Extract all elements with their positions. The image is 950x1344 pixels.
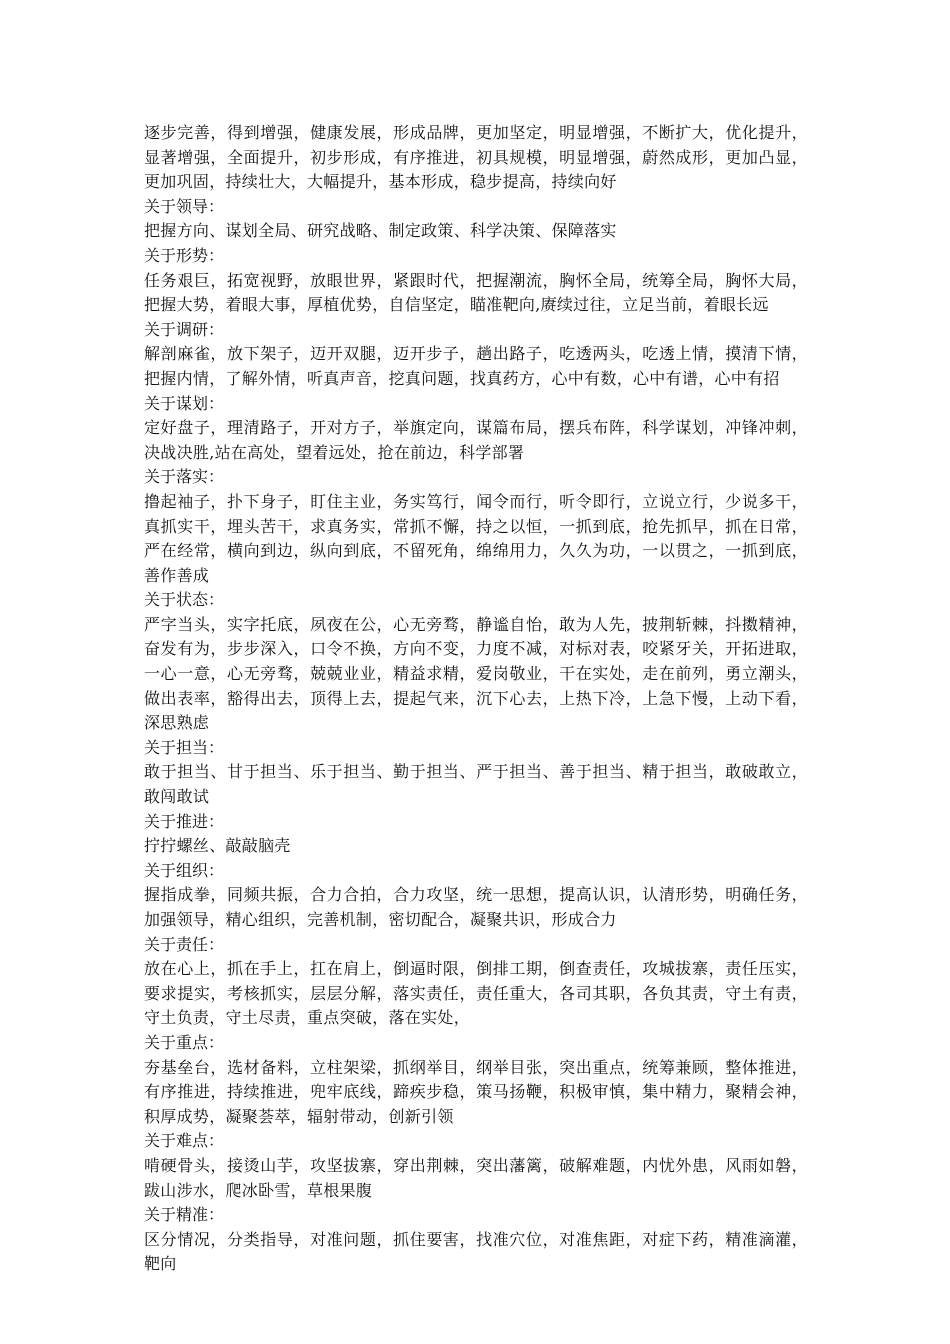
section-heading-key-points: 关于重点： — [144, 1032, 225, 1052]
paragraph-planning: 定好盘子，理清路子，开对方子，举旗定向，谋篇布局，摆兵布阵，科学谋划，冲锋冲刺，决战决胜,站在高处，望着远处，抢在前边，科学部署 — [144, 418, 808, 462]
section-heading-situation: 关于形势： — [144, 245, 225, 265]
paragraph-responsibility-taking: 敢于担当、甘于担当、乐于担当、勤于担当、严于担当、善于担当、精于担当，敢破敢立，敢闯敢试 — [144, 762, 808, 807]
paragraph-responsibility: 放在心上，抓在手上，扛在肩上，倒逼时限，倒排工期，倒查责任，攻城拔寨，责任压实，要求提实，考核抓实，层层分解，落实责任，责任重大，各司其职，各负其责，守土有责，守土负责，守土尽责，重点突破，落在实处， — [144, 959, 808, 1028]
document-body — [144, 121, 808, 1277]
paragraph-implementation: 撸起袖子，扑下身子，盯住主业，务实笃行，闻令而行，听令即行，立说立行，少说多干，真抓实干，埋头苦干，求真务实，常抓不懈，持之以恒，一抓到底，抢先抓早，抓在日常，严在经常，横向到边，纵向到底，不留死角，绵绵用力，久久为功，一以贯之，一抓到底，善作善成 — [144, 491, 808, 585]
section-heading-implementation: 关于落实： — [144, 467, 225, 487]
section-heading-responsibility: 关于责任： — [144, 934, 225, 954]
paragraph-difficulties: 啃硬骨头，接烫山芋，攻坚拔寨，穿出荆棘，突出藩篱，破解难题，内忧外患，风雨如磐，跋山涉水，爬冰卧雪，草根果腹 — [144, 1155, 808, 1200]
paragraph-leadership: 把握方向、谋划全局、研究战略、制定政策、科学决策、保障落实 — [144, 221, 617, 241]
paragraph-intro: 逐步完善，得到增强，健康发展，形成品牌，更加坚定，明显增强，不断扩大，优化提升，显著增强，全面提升，初步形成，有序推进，初具规模，明显增强，蔚然成形，更加凸显，更加巩固，持续壮大，大幅提升，基本形成，稳步提高，持续向好 — [144, 123, 808, 192]
section-heading-precision: 关于精准： — [144, 1205, 225, 1225]
section-heading-organization: 关于组织： — [144, 860, 225, 880]
section-heading-advancing: 关于推进： — [144, 811, 225, 831]
paragraph-precision: 区分情况，分类指导，对准问题，抓住要害，找准穴位，对准焦距，对症下药，精准滴灌，靶向 — [144, 1229, 808, 1274]
paragraph-research: 解剖麻雀，放下架子，迈开双腿，迈开步子，趟出路子，吃透两头，吃透上情，摸清下情，把握内情，了解外情，听真声音，挖真问题，找真药方，心中有数，心中有谱，心中有招 — [144, 344, 808, 388]
paragraph-organization: 握指成拳，同频共振，合力合拍，合力攻坚，统一思想，提高认识，认清形势，明确任务，加强领导，精心组织，完善机制，密切配合，凝聚共识，形成合力 — [144, 885, 808, 929]
paragraph-advancing: 拧拧螺丝、敲敲脑壳 — [144, 836, 291, 856]
section-heading-difficulties: 关于难点： — [144, 1131, 225, 1151]
section-heading-leadership: 关于领导： — [144, 196, 225, 216]
section-heading-planning: 关于谋划： — [144, 393, 225, 413]
section-heading-research: 关于调研： — [144, 319, 225, 339]
paragraph-state: 严字当头，实字托底，夙夜在公，心无旁骛，静谧自怡，敢为人先，披荆斩棘，抖擞精神，奋发有为，步步深入，口令不换，方向不变，力度不减，对标对表，咬紧牙关，开拓进取，一心一意，心无旁骛，兢兢业业，精益求精，爱岗敬业，干在实处，走在前列，勇立潮头，做出表率，豁得出去，顶得上去，提起气来，沉下心去，上热下冷，上急下慢，上动下看，深思熟虑 — [144, 614, 808, 733]
section-heading-state: 关于状态： — [144, 590, 225, 610]
paragraph-situation: 任务艰巨，拓宽视野，放眼世界，紧跟时代，把握潮流，胸怀全局，统筹全局，胸怀大局，把握大势，着眼大事，厚植优势，自信坚定，瞄准靶向,赓续过往，立足当前，着眼长远 — [144, 270, 808, 315]
section-heading-responsibility-taking: 关于担当： — [144, 737, 225, 757]
paragraph-key-points: 夯基垒台，选材备料，立柱架梁，抓纲举目，纲举目张，突出重点，统筹兼顾，整体推进，有序推进，持续推进，兜牢底线，蹄疾步稳，策马扬鞭，积极审慎，集中精力，聚精会神，积厚成势，凝聚荟萃，辐射带动，创新引领 — [144, 1057, 808, 1126]
